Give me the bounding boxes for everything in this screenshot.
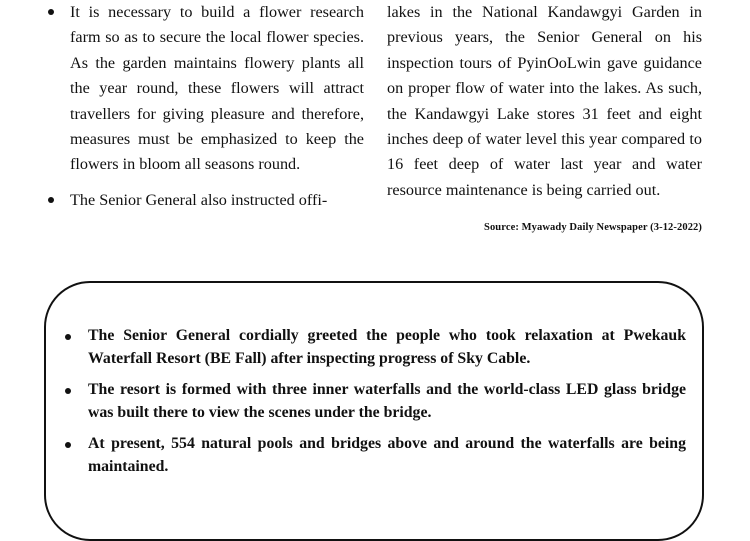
bullet-icon [48,9,54,15]
highlight-list [64,325,686,479]
bullet-icon [65,442,71,448]
source-citation: Source: Myawady Daily Newspaper (3-12-2022) [484,222,702,233]
body-paragraph: lakes in the National Kandawgyi Garden in previous years, the Senior General on his inspection tours of PyinOoLwin gave guidance on proper flow of water into the lakes. As such, the Kandawgyi Lake stores 31 feet and eight inches deep of water level this year compared to 16 feet deep of water last year and water resource maintenance is being carried out. [387,3,702,199]
bullet-text: The resort is formed with three inner waterfalls and the world-class LED glass bridge was built there to view the scenes under the bridge. [88,381,686,421]
bullet-text: The Senior General cordially greeted the people who took relaxation at Pwekauk Waterfall Resort (BE Fall) after inspecting progress of Sky Cable. [88,327,686,367]
bullet-text: At present, 554 natural pools and bridges above and around the waterfalls are being maintained. [88,435,686,475]
list-item [46,188,364,213]
list-item [46,0,364,178]
list-item [64,433,686,478]
bullet-text: It is necessary to build a flower research farm so as to secure the local flower species. As the garden maintains flowery plants all the year round, these flowers will attract travellers for giving pleasure and therefore, measures must be emphasized to keep the flowers in bloom all seasons round. [70,3,364,174]
bullet-icon [48,197,54,203]
bullet-text: The Senior General also instructed offi- [70,190,328,209]
left-column [46,0,364,213]
right-column [387,0,702,203]
bullet-icon [65,334,71,340]
list-item [64,379,686,424]
list-item [64,325,686,370]
bullet-icon [65,388,71,394]
